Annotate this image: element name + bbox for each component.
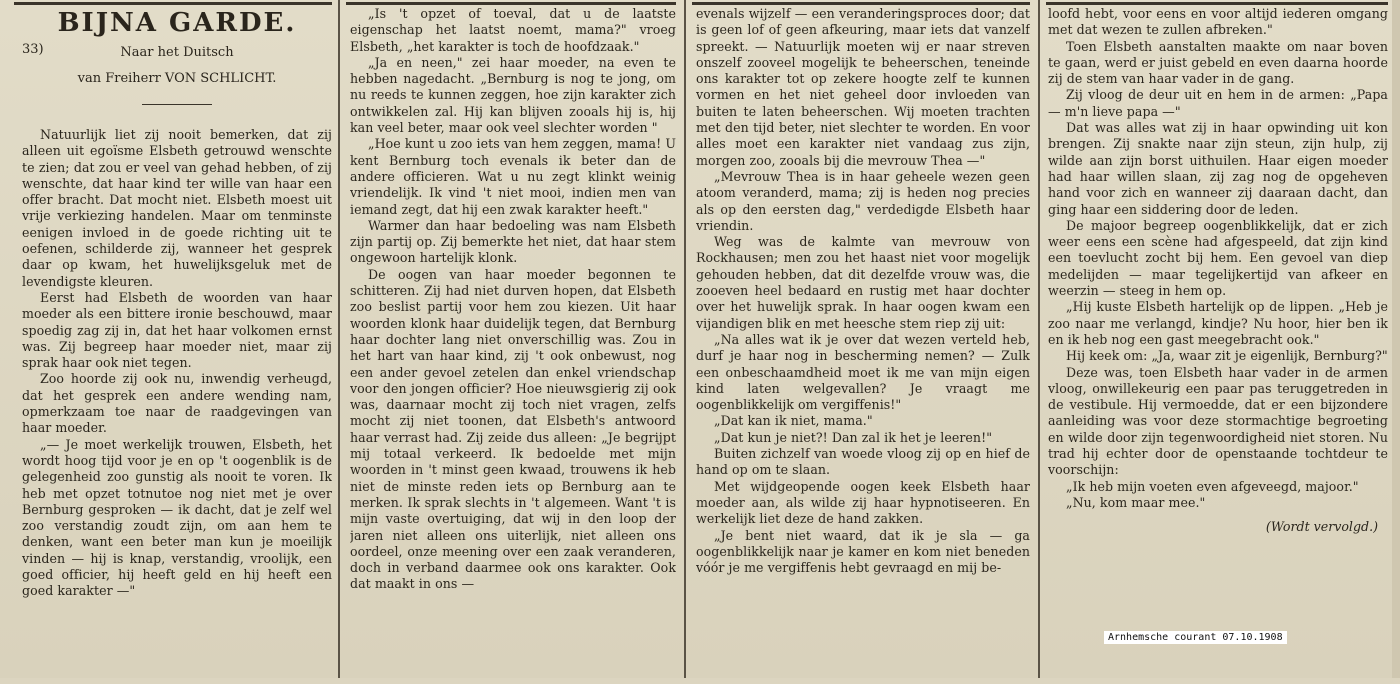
paragraph: „Dat kun je niet?! Dan zal ik het je leeren!": [714, 429, 993, 445]
paragraph: Natuurlijk liet zij nooit bemerken, dat zij alleen uit egoïsme Elsbeth getrouwd wenschte te zien; dat zou er veel van gehad hebben, of zij wenschte, dat haar kind ter wille van haar een offer bracht. Dat mocht niet. Elsbeth moest uit vrije verkiezing handelen. Maar om tenminste eenigen invloed in de goede richting uit te oefenen, schilderde zij, wanneer het gesprek daar op kwam, het huwelijksgeluk met de levendigste kleuren.: [22, 127, 332, 289]
page-edge: [1392, 0, 1400, 678]
paragraph: Met wijdgeopende oogen keek Elsbeth haar moeder aan, als wilde zij haar hypnotiseeren. En werkelijk liet deze de hand zakken.: [696, 478, 1030, 527]
paragraph: „Mevrouw Thea is in haar geheele wezen geen atoom veranderd, mama; zij is heden nog precies als op den eersten dag," verdedigde Elsbeth haar vriendin.: [696, 168, 1030, 233]
article-author: van Freiherr VON SCHLICHT.: [77, 71, 277, 86]
paragraph: Dat was alles wat zij in haar opwinding uit kon brengen. Zij snakte naar zijn steun, zijn hulp, zij wilde aan zijn borst uithuilen. Haar eigen moeder had haar willen slaan, zij zag nog de opgeheven hand voor zich en wanneer zij daaraan dacht, dan ging haar een siddering door de leden.: [1048, 120, 1388, 217]
paragraph: De oogen van haar moeder begonnen te schitteren. Zij had niet durven hopen, dat Elsbeth zoo beslist partij voor hem zou kiezen. Uit haar woorden klonk haar duidelijk tegen, dat Bernburg haar dochter lang niet onverschillig was. Zou in het hart van haar kind, zij 't ook onbewust, nog een ander gevoel zetelen dan enkel vriendschap voor den jongen officier? Hoe nieuwsgierig zij ook was, daarnaar mocht zij toch niet vragen, zelfs mocht zij niet toonen, dat Elsbeth's antwoord haar verrast had. Zij zeide dus alleen: „Je begrijpt mij totaal verkeerd. Ik bedoelde met mijn woorden in 't minst geen kwaad, trouwens ik heb niet de minste reden iets op Bernburg aan te merken. Ik sprak slechts in 't algemeen. Want 't is mijn vaste overtuiging, dat wij in den loop der jaren niet alleen ons uiterlijk, niet alleen ons oordeel, onze meening over een zaak veranderen, doch in verband daarmee ook ons karakter. Ook dat maakt in ons —: [350, 266, 676, 592]
column-divider: [338, 0, 340, 678]
installment-number: 33): [22, 42, 44, 57]
column-3: [696, 0, 1030, 684]
paragraph: „Je bent niet waard, dat ik je sla — ga oogenblikkelijk naar je kamer en kom niet beneden vóór je me vergiffenis hebt gevraagd en mij be-: [696, 527, 1030, 576]
separator-rule: [142, 104, 212, 105]
paragraph: Deze was, toen Elsbeth haar vader in de armen vloog, onwillekeurig een paar pas teruggetreden in de vestibule. Hij vermoedde, dat er een bijzondere aanleiding was voor deze stormachtige begroeting en wilde door zijn tegenwoordigheid niet storen. Nu trad hij echter door de openstaande tochtdeur te voorschijn:: [1048, 364, 1388, 478]
paragraph: „Na alles wat ik je over dat wezen verteld heb, durf je haar nog in bescherming nemen? — Zulk een onbeschaamdheid moet ik me van mijn eigen kind laten welgevallen? Je vraagt me oogenblikkelijk om vergiffenis!": [696, 331, 1030, 413]
column-4: [1048, 0, 1388, 684]
paragraph: „Nu, kom maar mee.": [1066, 494, 1206, 510]
paragraph: „Is 't opzet of toeval, dat u de laatste eigenschap het laatst noemt, mama?" vroeg Elsbeth, „het karakter is toch de hoofdzaak.": [350, 6, 676, 54]
paragraph: De majoor begreep oogenblikkelijk, dat er zich weer eens een scène had afgespeeld, dat zijn kind een toevlucht zocht bij hem. Een gevoel van diep medelijden — maar tegelijkertijd van afkeer en weerzin — steeg in hem op.: [1048, 217, 1388, 299]
source-caption: Arnhemsche courant 07.10.1908: [1104, 631, 1287, 644]
paragraph: Buiten zichzelf van woede vloog zij op en hief de hand op om te slaan.: [696, 446, 1030, 478]
paragraph: loofd hebt, voor eens en voor altijd iederen omgang met dat wezen te zullen afbreken.": [1048, 6, 1388, 38]
paragraph: evenals wijzelf — een veranderingsproces door; dat is geen lof of geen afkeuring, maar iets dat vanzelf spreekt. — Natuurlijk moeten wij er naar streven onszelf zooveel mogelijk te beheerschen, teneinde ons karakter tot op zekere hoogte zelf te kunnen vormen en het niet geheel door invloeden van buiten te laten beheerschen. Wij moeten trachten met den tijd beter, niet slechter te worden. En voor alles moet een karakter niet vandaag zus zijn, morgen zoo, zooals bij die mevrouw Thea —": [696, 6, 1030, 168]
continued-note: (Wordt vervolgd.): [1265, 519, 1378, 535]
paragraph: Warmer dan haar bedoeling was nam Elsbeth zijn partij op. Zij bemerkte het niet, dat haar stem ongewoon hartelijk klonk.: [350, 217, 676, 266]
article-title: BIJNA GARDE.: [57, 8, 297, 38]
paragraph: „Hoe kunt u zoo iets van hem zeggen, mama! U kent Bernburg toch evenals ik beter dan de andere officieren. Wat u nu zegt klinkt weinig vriendelijk. Ik vind 't niet mooi, indien men van iemand zegt, dat hij een zwak karakter heeft.": [350, 136, 676, 217]
column-1: [22, 0, 332, 678]
paragraph: Eerst had Elsbeth de woorden van haar moeder als een bittere ironie beschouwd, maar spoedig zag zij in, dat het haar volkomen ernst was. Zij begreep haar moeder niet, maar zij sprak haar ook niet tegen.: [22, 289, 332, 371]
paragraph: Hij keek om: „Ja, waar zit je eigenlijk, Bernburg?": [1066, 348, 1388, 364]
paragraph: „Dat kan ik niet, mama.": [714, 413, 873, 429]
column-divider: [684, 0, 686, 678]
paragraph: Toen Elsbeth aanstalten maakte om naar boven te gaan, werd er juist gebeld en even daarna hoorde zij de stem van haar vader in de gang.: [1048, 38, 1388, 87]
paragraph: Weg was de kalmte van mevrouw von Rockhausen; men zou het haast niet voor mogelijk gehouden hebben, dat dit dezelfde vrouw was, die zooeven heel bedaard en rustig met haar dochter over het huwelijk sprak. In haar oogen kwam een vijandigen blik en met heesche stem riep zij uit:: [696, 234, 1030, 331]
paragraph: „Ik heb mijn voeten even afgeveegd, majoor.": [1066, 478, 1359, 494]
paragraph: „Hij kuste Elsbeth hartelijk op de lippen. „Heb je zoo naar me verlangd, kindje? Nu hoor, hier ben ik en ik heb nog een gast meegebracht ook.": [1048, 299, 1388, 347]
paragraph: Zoo hoorde zij ook nu, inwendig verheugd, dat het gesprek een andere wending nam, opmerkzaam toe naar de raadgevingen van haar moeder.: [22, 371, 332, 436]
column-divider: [1038, 0, 1040, 678]
paragraph: Zij vloog de deur uit en hem in de armen: „Papa — m'n lieve papa —": [1048, 87, 1388, 119]
paragraph: „Ja en neen," zei haar moeder, na even te hebben nagedacht. „Bernburg is nog te jong, om nu reeds te kunnen zeggen, hoe zijn karakter zich ontwikkelen zal. Hij kan blijven zooals hij is, hij kan veel beter, maar ook veel slechter worden ": [350, 54, 676, 136]
column-2: [350, 0, 676, 684]
paragraph: „— Je moet werkelijk trouwen, Elsbeth, het wordt hoog tijd voor je en op 't oogenblik is de gelegenheid zoo gunstig als nooit te voren. Ik heb met opzet totnutoe nog niet met je over Bernburg gesproken — ik dacht, dat je zelf wel zoo verstandig zoudt zijn, om aan hem te denken, want een beter man kun je moeilijk vinden — hij is knap, verstandig, vroolijk, een goed officier, hij heeft geld en hij heeft een goed karakter —": [22, 436, 332, 599]
article-subtitle: Naar het Duitsch: [120, 45, 234, 60]
